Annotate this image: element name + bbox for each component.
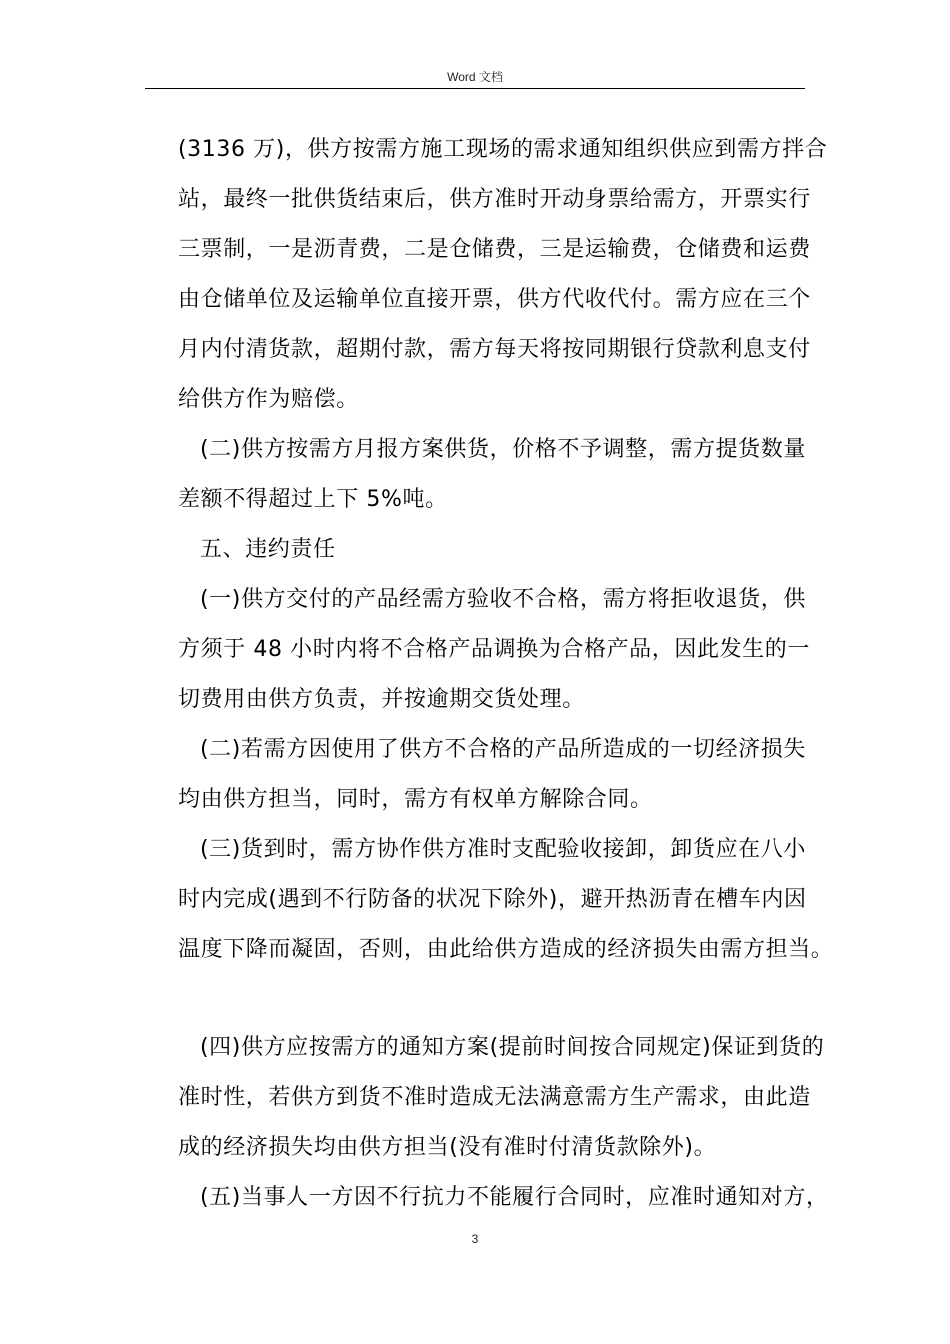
header-rule: [145, 88, 805, 89]
body-line: (四)供方应按需方的通知方案(提前时间按合同规定)保证到货的: [200, 1035, 825, 1060]
body-line: 差额不得超过上下 5%吨。: [178, 487, 448, 512]
page-header: Word 文档: [447, 70, 503, 84]
body-line: 成的经济损失均由供方担当(没有准时付清货款除外)。: [178, 1135, 717, 1160]
body-line: (三)货到时，需方协作供方准时支配验收接卸，卸货应在八小: [200, 837, 806, 862]
body-line: 月内付清货款，超期付款，需方每天将按同期银行贷款利息支付: [178, 337, 811, 362]
body-line: 均由供方担当，同时，需方有权单方解除合同。: [178, 787, 653, 812]
body-line: (二)若需方因使用了供方不合格的产品所造成的一切经济损失: [200, 737, 806, 762]
body-line: 给供方作为赔偿。: [178, 387, 359, 412]
page-number: 3: [471, 1232, 479, 1246]
body-line: (二)供方按需方月报方案供货，价格不予调整，需方提货数量: [200, 437, 806, 462]
body-line: 方须于 48 小时内将不合格产品调换为合格产品，因此发生的一: [178, 637, 810, 662]
body-line: 切费用由供方负责，并按逾期交货处理。: [178, 687, 585, 712]
body-line: (3136 万)，供方按需方施工现场的需求通知组织供应到需方拌合: [178, 137, 828, 162]
body-line: (一)供方交付的产品经需方验收不合格，需方将拒收退货，供: [200, 587, 806, 612]
section-heading: 五、违约责任: [200, 537, 336, 562]
body-line: 准时性，若供方到货不准时造成无法满意需方生产需求，由此造: [178, 1085, 811, 1110]
body-line: 温度下降而凝固，否则，由此给供方造成的经济损失由需方担当。: [178, 937, 834, 962]
body-line: 时内完成(遇到不行防备的状况下除外)，避开热沥青在槽车内因: [178, 887, 807, 912]
body-line: 由仓储单位及运输单位直接开票，供方代收代付。需方应在三个: [178, 287, 811, 312]
body-line: (五)当事人一方因不行抗力不能履行合同时，应准时通知对方，: [200, 1185, 829, 1210]
body-line: 站，最终一批供货结束后，供方准时开动身票给需方，开票实行: [178, 187, 811, 212]
body-line: 三票制，一是沥青费，二是仓储费，三是运输费，仓储费和运费: [178, 237, 811, 262]
